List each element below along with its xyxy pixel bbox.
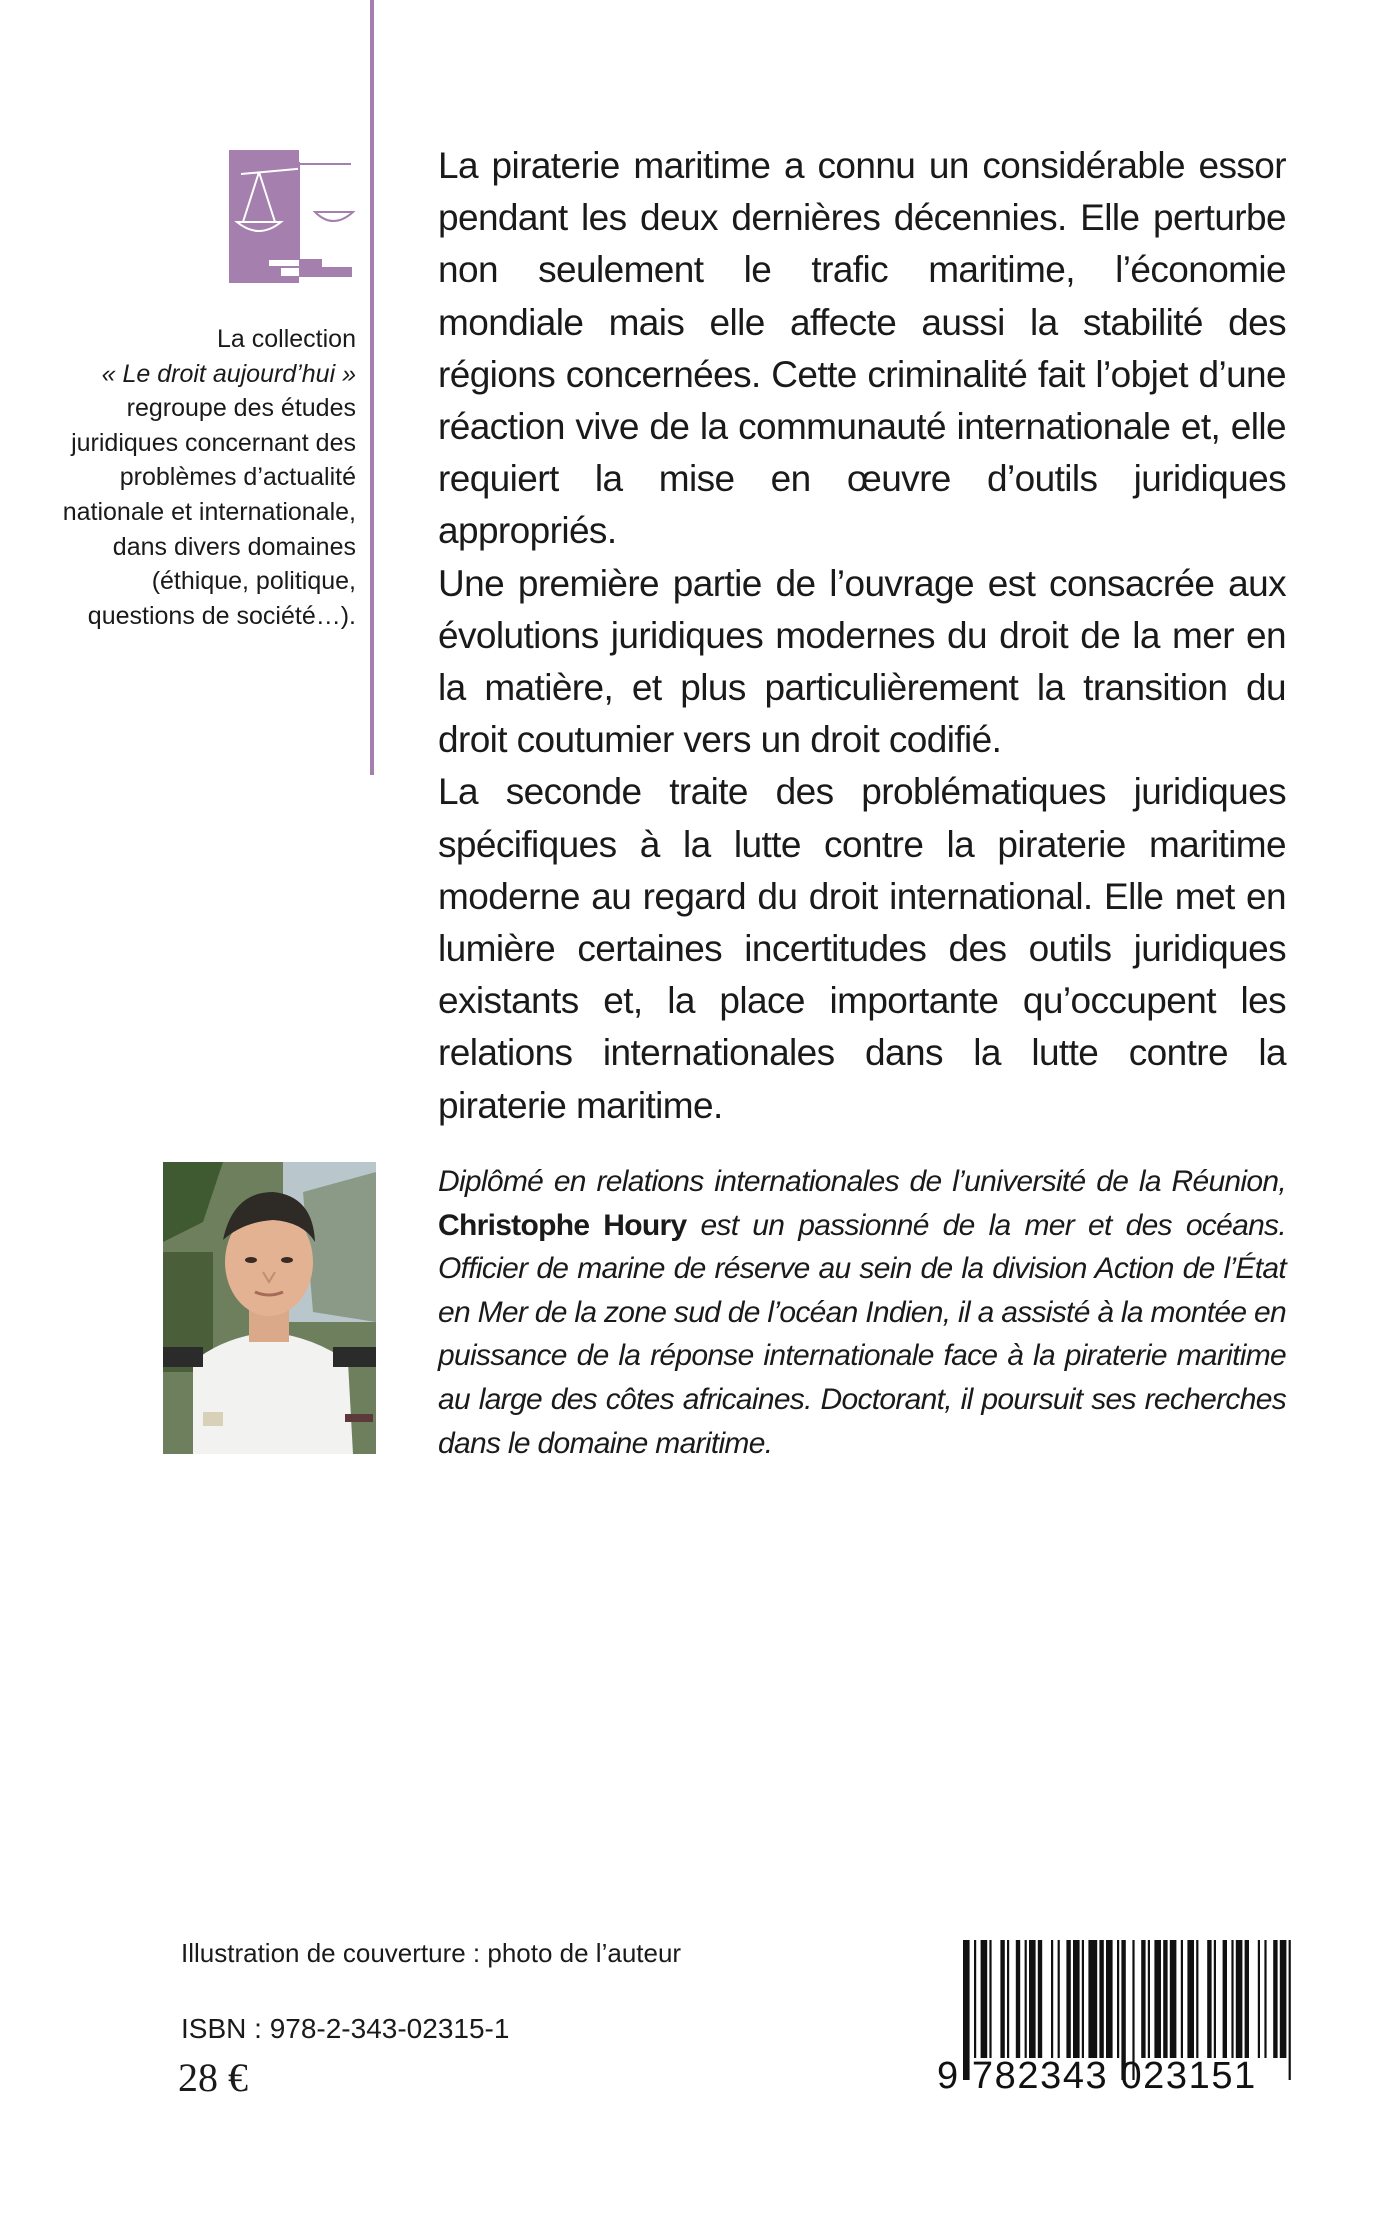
bio-body: est un passionné de la mer et des océans. Officier de marine de réserve au sein de la division Action de l’État en Mer de la zone sud de l’océan Indien, il a assisté à la montée en puissance de la réponse internationale face à la piraterie maritime au large des côtes africaines. Doctorant, il poursuit ses recherches dans le domaine maritime.: [438, 1208, 1286, 1460]
barcode-digits: 9 782343 023151: [937, 2055, 1257, 2097]
collection-series-name: « Le droit aujourd’hui »: [101, 359, 356, 388]
barcode-bar: [1038, 1940, 1042, 2058]
barcode-bar: [1007, 1940, 1009, 2058]
barcode-bar: [1082, 1940, 1084, 2058]
cover-illustration-credit: Illustration de couverture : photo de l’auteur: [181, 1938, 682, 1968]
scales-of-justice-icon: [229, 150, 357, 283]
barcode-bar: [1088, 1940, 1097, 2058]
vertical-accent-line: [370, 0, 374, 775]
barcode-bar: [1207, 1940, 1211, 2058]
summary-paragraph-1: La piraterie maritime a connu un considérable essor pendant les deux dernières décennies. Elle perturbe non seulement le trafic maritime, l’économie mondiale mais elle affecte aussi la stabilité des régions concernées. Cette criminalité fait l’objet d’une réaction vive de la communauté internationale et, elle requiert la mise en œuvre d’outils juridiques appropriés.: [438, 145, 1286, 552]
barcode-bar: [1181, 1940, 1183, 2058]
barcode-bar: [1051, 1940, 1053, 2058]
barcode-bar: [974, 1940, 976, 2058]
barcode-bar: [1196, 1940, 1198, 2058]
barcode-bar: [1170, 1940, 1177, 2058]
book-summary: [438, 140, 1286, 1132]
barcode-bar: [1029, 1940, 1036, 2058]
barcode-bar: [1154, 1940, 1161, 2058]
collection-intro: La collection: [217, 325, 356, 353]
barcode-bar: [1231, 1940, 1233, 2058]
author-photo: [163, 1162, 376, 1454]
barcode-bar: [1163, 1940, 1167, 2058]
barcode-bar: [1058, 1940, 1060, 2058]
barcode-bar: [989, 1940, 991, 2058]
barcode-bar: [1236, 1940, 1243, 2058]
barcode-bar: [1141, 1940, 1145, 2058]
barcode-bar: [1264, 1940, 1266, 2058]
barcode-bar: [1214, 1940, 1216, 2058]
author-name: Christophe Houry: [438, 1208, 687, 1242]
barcode-bar: [1099, 1940, 1103, 2058]
barcode-bar: [1117, 1940, 1119, 2058]
barcode-bar: [981, 1940, 988, 2058]
barcode-bar: [1073, 1940, 1080, 2058]
barcode-bar: [1187, 1940, 1194, 2058]
barcode-bar: [1245, 1940, 1249, 2058]
barcode-bar: [1000, 1940, 1004, 2058]
author-biography: [438, 1160, 1286, 1465]
barcode-bar: [1025, 1940, 1027, 2058]
collection-description: [60, 322, 356, 633]
bio-intro: Diplômé en relations internationales de l’université de la Réunion,: [438, 1165, 1286, 1198]
summary-paragraph-2: Une première partie de l’ouvrage est consacrée aux évolutions juridiques modernes du droit de la mer en la matière, et plus particulièrement la transition du droit coutumier vers un droit codifié.: [438, 562, 1286, 761]
barcode-bar: [1273, 1940, 1277, 2058]
barcode-bar: [1106, 1940, 1113, 2058]
barcode-bar: [1148, 1940, 1150, 2058]
isbn-number: ISBN : 978-2-343-02315-1: [181, 2013, 510, 2044]
book-price: 28 €: [178, 2055, 248, 2100]
barcode-bar: [1280, 1940, 1287, 2058]
collection-text: regroupe des études juridiques concernant des problèmes d’actualité nationale et internationale, dans divers domaines (éthique, politique, questions de société…).: [62, 394, 356, 630]
barcode-bar: [1258, 1940, 1260, 2058]
barcode-bar: [1066, 1940, 1070, 2058]
barcode-bar: [1016, 1940, 1020, 2058]
barcode-bar: [1223, 1940, 1227, 2058]
summary-paragraph-3: La seconde traite des problématiques juridiques spécifiques à la lutte contre la piraterie maritime moderne au regard du droit international. Elle met en lumière certaines incertitudes des outils juridiques existants et, la place importante qu’occupent les relations internationales dans la lutte contre la piraterie maritime.: [438, 771, 1286, 1126]
